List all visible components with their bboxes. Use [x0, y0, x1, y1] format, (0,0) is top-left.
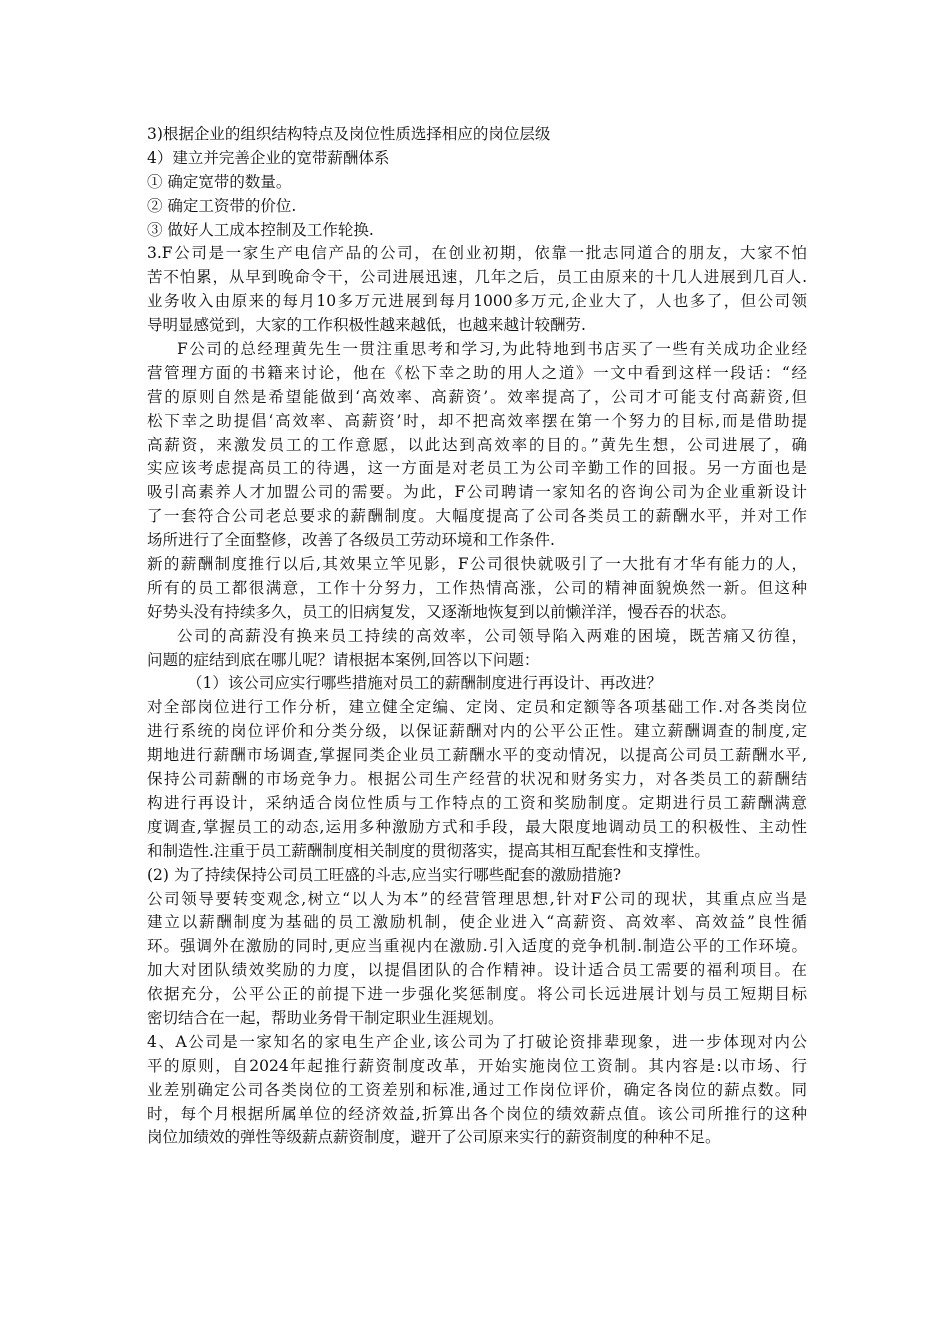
text-line: 和制造性.注重于员工薪酬制度相关制度的贯彻落实，提高其相互配套性和支撑性。	[147, 841, 710, 860]
text-line: F公司的总经理黄先生一贯注重思考和学习,为此特地到书店买了一些有关成功企业经	[177, 340, 807, 359]
text-line: 场所进行了全面整修，改善了各级员工劳动环境和工作条件.	[147, 531, 555, 550]
text-line: 岗位加绩效的弹性等级薪点薪资制度，避开了公司原来实行的薪资制度的种种不足。	[147, 1128, 721, 1147]
text-line: 度调查,掌握员工的动态,运用多种激励方式和手段，最大限度地调动员工的积极性、主动性	[147, 817, 807, 836]
text-line: 业差别确定公司各类岗位的工资差别和标准,通过工作岗位评价，确定各岗位的薪点数。同	[147, 1080, 807, 1099]
text-line: 营的原则自然是希望能做到‘高效率、高薪资’。效率提高了，公司才可能支付高薪资,但	[147, 387, 807, 406]
text-line: 松下幸之助提倡‘高效率、高薪资’时，却不把高效率摆在第一个努力的目标,而是借助提	[147, 411, 807, 430]
text-line: 吸引高素养人才加盟公司的需要。为此，F公司聘请一家知名的咨询公司为企业重新设计	[147, 483, 807, 502]
text-line: 对全部岗位进行工作分析，建立健全定编、定岗、定员和定额等各项基础工作.对各类岗位	[147, 698, 807, 717]
text-line: ③ 做好人工成本控制及工作轮换.	[147, 220, 374, 239]
text-line: 保持公司薪酬的市场竞争力。根据公司生产经营的状况和财务实力，对各类员工的薪酬结	[147, 770, 807, 789]
question-heading: （1）该公司应实行哪些措施对员工的薪酬制度进行再设计、再改进？	[187, 674, 662, 693]
text-line: 建立以薪酬制度为基础的员工激励机制，使企业进入“高薪资、高效率、高效益”良性循	[147, 913, 807, 932]
text-line: 了一套符合公司老总要求的薪酬制度。大幅度提高了公司各类员工的薪酬水平，并对工作	[147, 507, 807, 526]
text-line: 4）建立并完善企业的宽带薪酬体系	[147, 148, 390, 167]
text-line: 高薪资，来激发员工的工作意愿，以此达到高效率的目的。”黄先生想，公司进展了，确	[147, 435, 807, 454]
text-line: 问题的症结到底在哪儿呢？请根据本案例,回答以下问题：	[147, 650, 540, 669]
text-line: 3.F公司是一家生产电信产品的公司，在创业初期，依靠一批志同道合的朋友，大家不怕	[147, 244, 807, 263]
text-line: 所有的员工都很满意，工作十分努力，工作热情高涨，公司的精神面貌焕然一新。但这种	[147, 578, 807, 597]
text-line: 3)根据企业的组织结构特点及岗位性质选择相应的岗位层级	[147, 125, 551, 143]
text-line: 公司的高薪没有换来员工持续的高效率，公司领导陷入两难的困境，既苦痛又彷徨，	[177, 626, 807, 645]
text-line: 进行系统的岗位评价和分类分级，以保证薪酬对内的公平公正性。建立薪酬调查的制度,定	[147, 722, 807, 741]
document-body	[147, 123, 807, 1150]
text-line: 公司领导要转变观念,树立“以人为本”的经营管理思想,针对F公司的现状，其重点应当是	[147, 889, 807, 908]
text-line: 新的薪酬制度推行以后,其效果立竿见影，F公司很快就吸引了一大批有才华有能力的人，	[147, 555, 807, 574]
text-line: 时，每个月根据所属单位的经济效益,折算出各个岗位的绩效薪点值。该公司所推行的这种	[147, 1104, 807, 1123]
text-line: 苦不怕累，从早到晚命令干，公司进展迅速，几年之后，员工由原来的十几人进展到几百人.	[147, 268, 807, 287]
text-line: 加大对团队绩效奖励的力度，以提倡团队的合作精神。设计适合员工需要的福利项目。在	[147, 961, 807, 980]
text-line: 业务收入由原来的每月10多万元进展到每月1000多万元,企业大了，人也多了，但公司领	[147, 292, 807, 311]
text-line: 期地进行薪酬市场调查,掌握同类企业员工薪酬水平的变动情况，以提高公司员工薪酬水平,	[147, 746, 807, 765]
text-line: 密切结合在一起，帮助业务骨干制定职业生涯规划。	[147, 1008, 504, 1027]
text-line: 好势头没有持续多久，员工的旧病复发，又逐渐地恢复到以前懒洋洋，慢吞吞的状态。	[147, 602, 737, 621]
text-line: 实应该考虑提高员工的待遇，这一方面是对老员工为公司辛勤工作的回报。另一方面也是	[147, 459, 807, 478]
text-line: 平的原则，自2024年起推行薪资制度改革，开始实施岗位工资制。其内容是:以市场、行	[147, 1056, 807, 1075]
text-line: 构进行再设计，采纳适合岗位性质与工作特点的工资和奖励制度。定期进行员工薪酬满意	[147, 793, 807, 812]
text-line: 4、A公司是一家知名的家电生产企业,该公司为了打破论资排辈现象，进一步体现对内公	[147, 1032, 807, 1051]
text-line: 依据充分，公平公正的前提下进一步强化奖惩制度。将公司长远进展计划与员工短期目标	[147, 985, 807, 1004]
text-line: 营管理方面的书籍来讨论，他在《松下幸之助的用人之道》一文中看到这样一段话：“经	[147, 363, 807, 382]
text-line: 导明显感觉到，大家的工作积极性越来越低，也越来越计较酬劳.	[147, 316, 586, 335]
text-line: ② 确定工资带的价位.	[147, 196, 297, 215]
text-line: 环。强调外在激励的同时,更应当重视内在激励.引入适度的竞争机制.制造公平的工作环境。	[147, 937, 807, 956]
text-line: ① 确定宽带的数量。	[147, 172, 292, 191]
question-heading: (2) 为了持续保持公司员工旺盛的斗志,应当实行哪些配套的激励措施?	[147, 865, 622, 884]
